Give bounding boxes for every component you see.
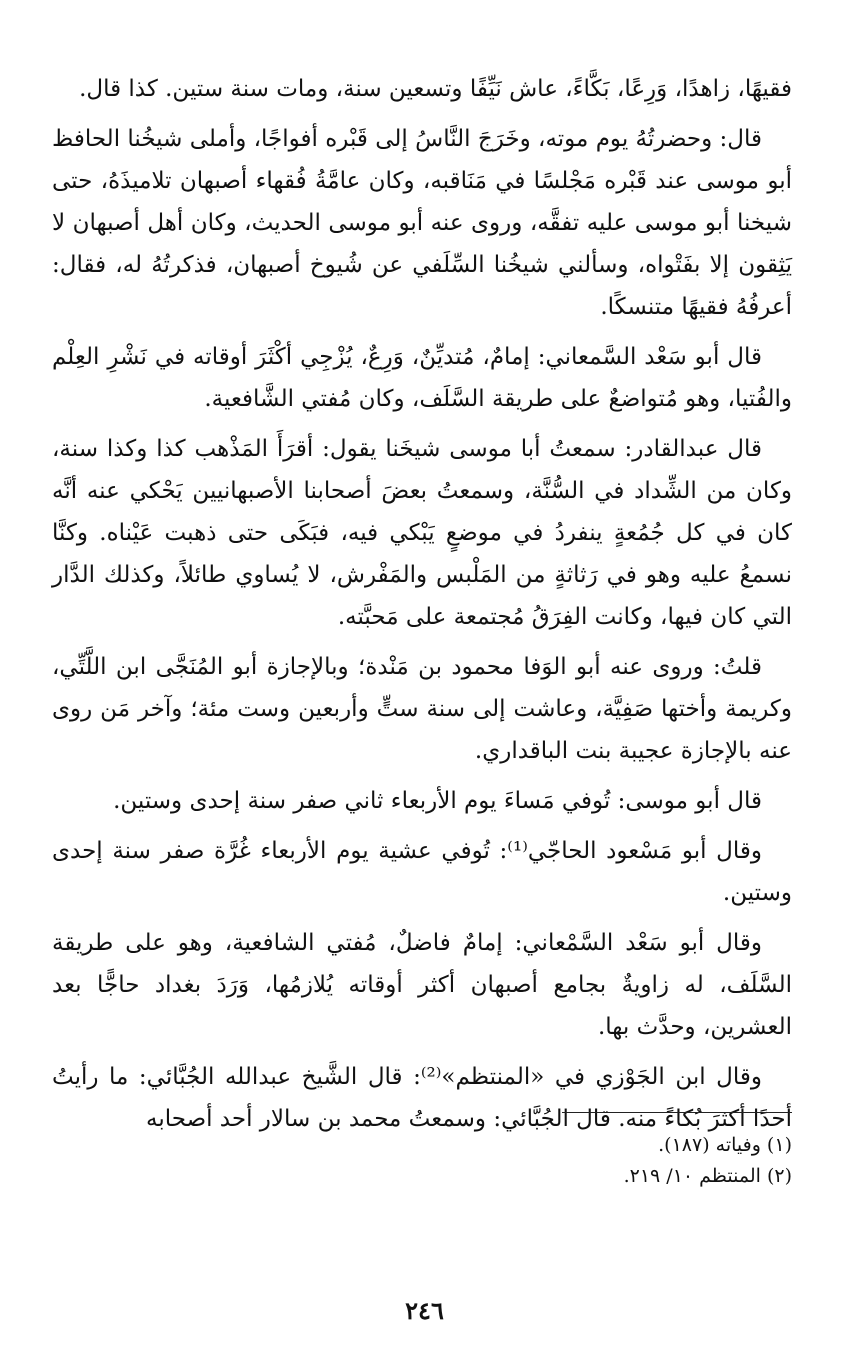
paragraph-7: وقال أبو مَسْعود الحاجّي⁽¹⁾: تُوفي عشية يوم الأربعاء غُرَّة صفر سنة إحدى وستين. <box>52 838 792 906</box>
footnotes <box>52 1130 792 1192</box>
paragraph-9: وقال ابن الجَوْزي في «المنتظم»⁽²⁾: قال الشَّيخ عبدالله الجُبَّائي: ما رأيتُ أحدًا أكثرَ بُكاءً منه. قال الجُبَّائي: وسمعتُ محمد بن سالار أحد أصحابه <box>52 1064 792 1132</box>
paragraph-5: قلتُ: وروى عنه أبو الوَفا محمود بن مَنْدة؛ وبالإجازة أبو المُنَجَّى ابن اللَّتِّي، وكريمة وأختها صَفِيَّة، وعاشت إلى سنة ستٍّ وأربعين وست مئة؛ وآخر مَن روى عنه بالإجازة عجيبة بنت الباقداري. <box>52 654 792 764</box>
page-number: ٢٤٦ <box>405 1296 444 1325</box>
footnote-divider <box>562 1112 792 1113</box>
paragraph-3: قال أبو سَعْد السَّمعاني: إمامٌ، مُتديِّنٌ، وَرِعٌ، يُزْجِي أكْثَرَ أوقاته في نَشْرِ العِلْم والفُتيا، وهو مُتواضعٌ على طريقة السَّلَف، وكان مُفتي الشَّافعية. <box>52 344 792 412</box>
footnote-1: (١) وفياته (١٨٧). <box>658 1134 792 1156</box>
paragraph-6: قال أبو موسى: تُوفي مَساءَ يوم الأربعاء ثاني صفر سنة إحدى وستين. <box>113 788 762 814</box>
paragraph-2: قال: وحضرتُهُ يوم موته، وخَرَجَ النَّاسُ إلى قَبْره أفواجًا، وأملى شيخُنا الحافظ أبو موسى عند قَبْره مَجْلسًا في مَنَاقبه، وكان عامَّةُ فُقهاء أصبهان تلاميذَهُ، حتى شيخنا أبو موسى عليه تفقَّه، وروى عنه أبو موسى الحديث، وكان أهل أصبهان لا يَثِقون إلا بفَتْواه، وسألني شيخُنا السِّلَفي عن شُيوخ أصبهان، فذكرتُهُ له، فقال: أعرفُهُ فقيهًا متنسكًا. <box>52 126 792 320</box>
main-text <box>52 68 792 1148</box>
paragraph-1: فقيهًا، زاهدًا، وَرِعًا، بَكَّاءً، عاش نَيِّفًا وتسعين سنة، ومات سنة ستين. كذا قال. <box>79 76 792 102</box>
footnote-2: (٢) المنتظم ١٠/ ٢١٩. <box>623 1165 792 1187</box>
paragraph-4: قال عبدالقادر: سمعتُ أبا موسى شيخَنا يقول: أقرَأَ المَذْهب كذا وكذا سنة، وكان من الشِّداد في السُّنَّة، وسمعتُ بعضَ أصحابنا الأصبهانيين يَحْكي عنه أنَّه كان في كل جُمُعةٍ ينفردُ في موضعٍ يَبْكي فيه، فبَكَى حتى ذهبت عَيْناه. وكنَّا نسمعُ عليه وهو في رَثاثةٍ من المَلْبس والمَفْرش، لا يُساوي طائلاً، وكذلك الدَّار التي كان فيها، وكانت الفِرَقُ مُجتمعة على مَحبَّته. <box>52 436 792 630</box>
paragraph-8: وقال أبو سَعْد السَّمْعاني: إمامٌ فاضلٌ، مُفتي الشافعية، وهو على طريقة السَّلَف، له زاويةٌ بجامع أصبهان أكثر أوقاته يُلازمُها، وَرَدَ بغداد حاجًّا بعد العشرين، وحدَّث بها. <box>52 930 792 1040</box>
